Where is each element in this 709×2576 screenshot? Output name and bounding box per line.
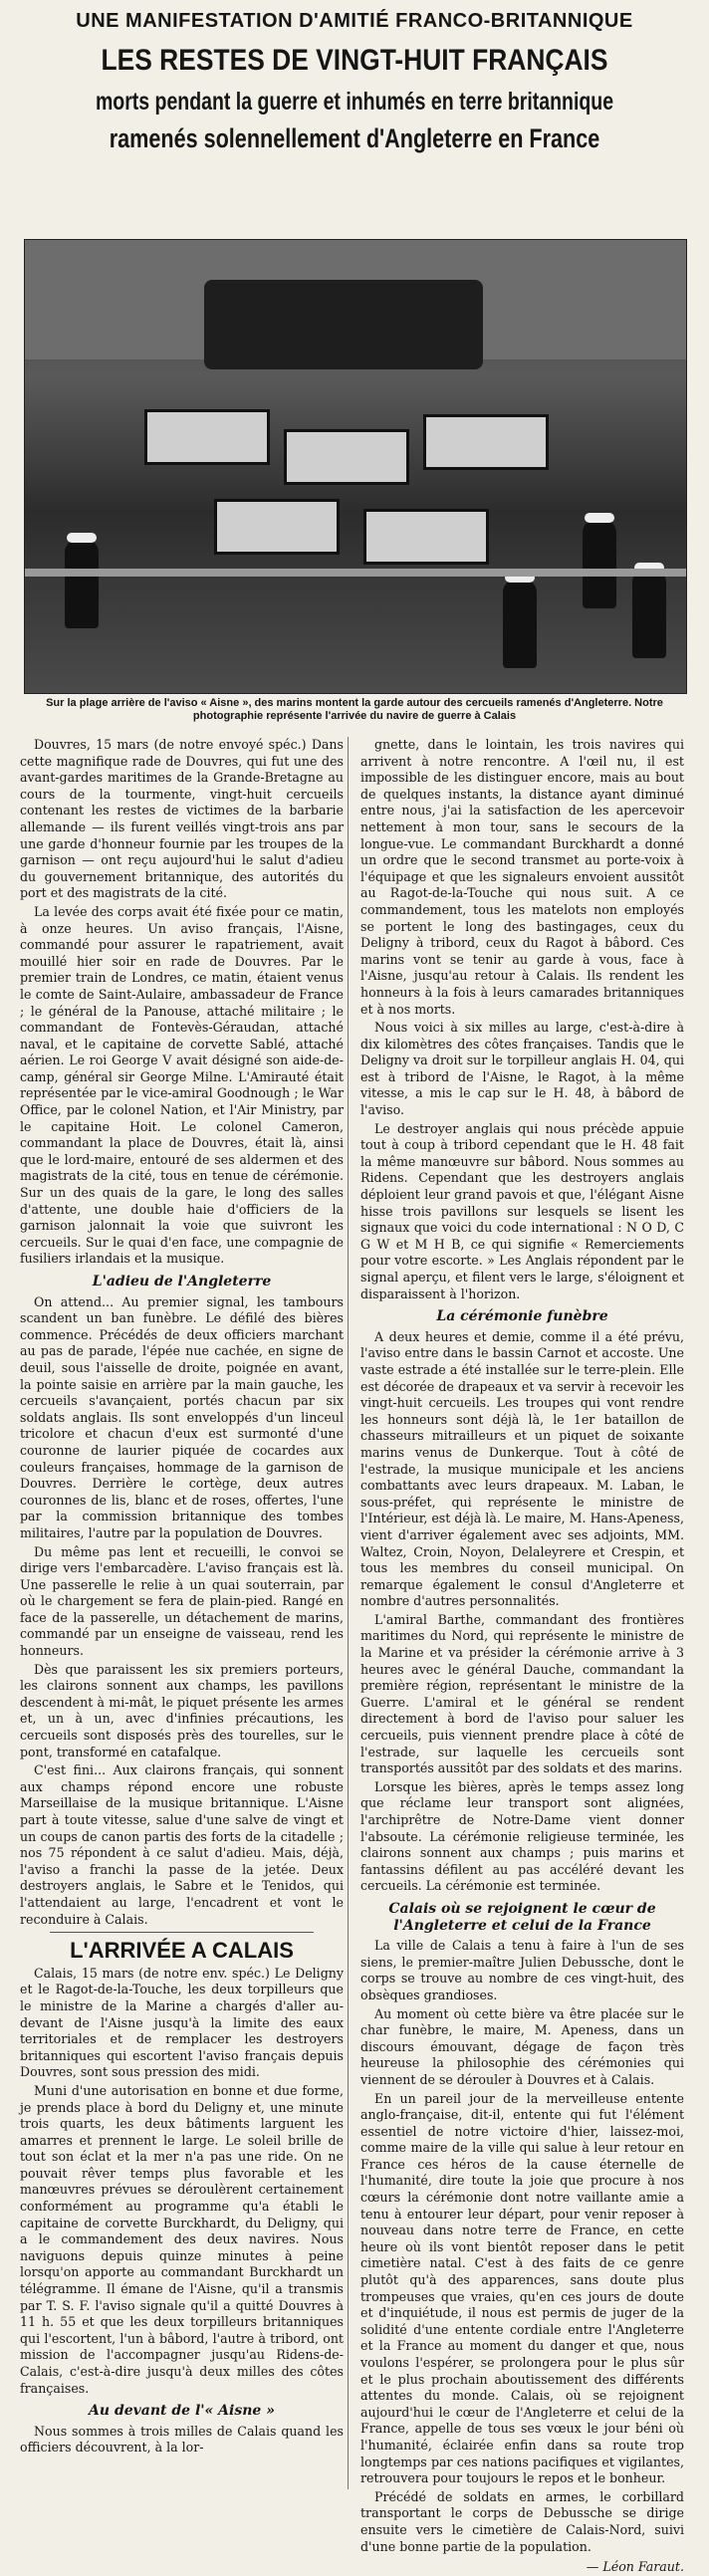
kicker-headline: UNE MANIFESTATION D'AMITIÉ FRANCO-BRITANNIQUE <box>76 10 633 32</box>
coffin <box>423 414 549 470</box>
paragraph: L'amiral Barthe, commandant des frontières maritimes du Nord, qui représente le ministre de la Marine et va présider la cérémonie arrive à 3 heures avec le général Dauche, commandant la première région, représentant le ministre de la Guerre. L'amiral et le général se rendent directement à bord de l'aviso pour saluer les cercueils, puis viennent prendre place à côté de l'estrade, sur laquelle les cercueils sont transportés aussitôt par des soldats et des marins. <box>360 1611 684 1776</box>
section-heading: Au devant de l'« Aisne » <box>89 2403 275 2420</box>
subheadline-2: ramenés solennellement d'Angleterre en France <box>109 123 600 153</box>
ship-gun-turret <box>204 280 483 369</box>
coffin <box>214 499 340 555</box>
paragraph: Calais, 15 mars (de notre env. spéc.) Le Deligny et le Ragot-de-la-Touche, les deux torpilleurs que le ministre de la Marine a chargés d'aller au-devant de l'Aisne jusqu'à la limite des eaux territoriales et de remplacer les destroyers britanniques qui escortent l'aviso français depuis Douvres, sont sous pression des midi. <box>20 1965 344 2080</box>
paragraph: gnette, dans le lointain, les trois navires qui arrivent à notre rencontre. A l'œil nu, il est impossible de les distinguer encore, mais au bout de quelques instants, la distance ayant diminué entre nous, j'ai la satisfaction de les apercevoir nettement à mon tour, sans le secours de la longue-vue. Le commandant Burckhardt a donné un ordre que le second transmet au porte-voix à l'équipage et que les signaleurs envoient aussitôt au Ragot-de-la-Touche qui nous suit. A ce commandement, tous les matelots non employés se portent le long des bastingages, ceux du Deligny à tribord, ceux du Ragot à bâbord. Ces marins vont se tenir au garde à vous, face à l'Aisne, jusqu'au retour à Calais. Ils rendent les honneurs à la fois à leurs camarades britanniques et à nos morts. <box>360 737 684 1017</box>
section-heading: Calais où se rejoignent le cœur de l'Angleterre et celui de la France <box>388 1900 656 1934</box>
author-signature: — Léon Faraut. <box>586 2559 684 2575</box>
paragraph: La ville de Calais a tenu à faire à l'un de ses siens, le premier-maître Julien Debussche, dont le corps se trouve au nombre de ces vingt-huit, des obsèques grandioses. <box>360 1938 684 2002</box>
paragraph: Nous sommes à trois milles de Calais quand les officiers découvrent, à la lor- <box>20 2423 344 2456</box>
paragraph: Douvres, 15 mars (de notre envoyé spéc.) Dans cette magnifique rade de Douvres, qui fut une des avant-gardes maritimes de la Grande-Bretagne au cours de la tourmente, vingt-huit cercueils contenant les restes de victimes de la barbarie allemande — ils furent veillés vingt-trois ans par une garde d'honneur fournie par les troupes de la garnison — ont reçu aujourd'hui le salut d'adieu du gouvernement britannique, des autorités du port et des magistrats de la cité. <box>20 737 344 901</box>
article-column-left <box>20 737 344 2509</box>
coffin <box>284 429 409 485</box>
paragraph: Précédé de soldats en armes, le corbillard transportant le corps de Debussche se dirige ensuite vers le cimetière de Calais-Nord, suivi d'une bonne partie de la population. <box>360 2488 684 2554</box>
article-column-right <box>360 737 684 2575</box>
coffin <box>144 409 270 465</box>
news-photo <box>24 239 687 694</box>
photo-caption: Sur la plage arrière de l'aviso « Aisne », des marins montent la garde autour des cercueils ramenés d'Angleterre. Notre photographie représente l'arrivée du navire de guerre à Calais <box>46 697 663 722</box>
section-heading: La cérémonie funèbre <box>436 1308 608 1325</box>
paragraph: Dès que paraissent les six premiers porteurs, les clairons sonnent aux champs, les pavillons descendent à mi-mât, le piquet présente les armes et, un à un, avec d'infinies précautions, les cercueils sont disposés près des tourelles, sur le pont, transformé en catafalque. <box>20 1661 344 1759</box>
main-headline: LES RESTES DE VINGT-HUIT FRANÇAIS <box>101 44 608 77</box>
paragraph: La levée des corps avait été fixée pour ce matin, à onze heures. Un aviso français, l'Aisne, commandé pour assurer le rapatriement, avait mouillé hier soir en rade de Douvres. Par le premier train de Londres, ce matin, étaient venus le comte de Saint-Aulaire, ambassadeur de France ; le général de la Panouse, attaché militaire ; le commandant de Fontevès-Géraudan, attaché naval, et le capitaine de corvette Sablé, attaché aérien. Le roi George V avait désigné son aide-de-camp, général sir George Milne. L'Amirauté était représentée par le vice-amiral Goodnough ; le War Office, par le colonel Nation, et l'Air Ministry, par le capitaine Hoit. Le colonel Cameron, commandant la place de Douvres, était là, ainsi que le lord-maire, entouré de ses aldermen et des magistrats de la cité, tous en tenue de cérémonie. Sur un des quais de la gare, le long des salles d'attente, une double haie d'officiers de la garnison jalonnait la voie que suivront les cercueils. Sur le quai d'en face, une compagnie de fusiliers irlandais et la musique. <box>20 903 344 1267</box>
sailor <box>65 539 99 628</box>
paragraph: En un pareil jour de la merveilleuse entente anglo-française, dit-il, entente qui fut l'élément essentiel de notre victoire d'hier, laissez-moi, comme maire de la ville qui salue à leur retour en France ces héros de la cause éternelle de l'humanité, dire toute la joie que procure à nos cœurs la cérémonie dont notre vaillante amie a tenu à entourer leur départ, pour venir reposer à nouveau dans notre terre de France, en cette heure où ils vont bientôt reposer dans le petit cimetière natal. C'est à des faits de ce genre plutôt qu'à des apparences, sans doute plus trompeuses que vraies, qu'en ces jours de doute et d'inquiétude, il nous est permis de juger de la solidité d'une entente cordiale entre l'Angleterre et la France au moment du danger et que, nous voulons l'espérer, se prolongera pour le plus sûr et le plus prochain aboutissement des différents attentes du monde. Calais, où se rejoignent aujourd'hui le cœur de l'Angleterre et celui de la France, appelle de tous ses vœux le jour béni où l'humanité, éclairée enfin dans sa route trop longtemps par ces nations pacifiques et vigilantes, retrouvera pour toujours le repos et le bonheur. <box>360 2090 684 2486</box>
section-heading-large: L'ARRIVÉE A CALAIS <box>70 1938 294 1964</box>
paragraph: Nous voici à six milles au large, c'est-à-dire à dix kilomètres des côtes françaises. Tandis que le Deligny va droit sur le torpilleur anglais H. 04, qui est à tribord de l'Aisne, le Ragot, à la même vitesse, a mis le cap sur le H. 48, à bâbord de l'aviso. <box>360 1020 684 1118</box>
paragraph: C'est fini... Aux clairons français, qui sonnent aux champs répond encore une robuste Marseillaise de la musique britannique. L'Aisne part à toute vitesse, salue d'une salve de vingt et un coups de canon partis des forts de la citadelle ; nos 75 répondent à ce salut d'adieu. Mais, déjà, l'aviso a franchi la passe de la jetée. Deux destroyers anglais, le Sabre et le Tenidos, qui l'attendaient au large, l'encadrent et vont le reconduire à Calais. <box>20 1762 344 1927</box>
paragraph: On attend... Au premier signal, les tambours scandent un ban funèbre. Le défilé des bières commence. Précédés de deux officiers marchant au pas de parade, l'épée nue cachée, en signe de deuil, sous l'aisselle de droite, poignée en avant, la pointe saisie en arrière par la main gauche, les cercueils s'avançaient, portés chacun par six soldats anglais. Ils sont enveloppés d'un linceul tricolore et chacun d'eux est surmonté d'une couronne de laurier piquée de cocardes aux couleurs françaises, hommage de la garnison de Douvres. Derrière le cortège, deux autres couronnes de lis, blanc et de roses, offertes, l'une par la commission britannique des tombes militaires, l'autre par la population de Douvres. <box>20 1293 344 1540</box>
section-heading: L'adieu de l'Angleterre <box>92 1274 272 1289</box>
paragraph: Muni d'une autorisation en bonne et due forme, je prends place à bord du Deligny et, une minute trois quarts, les deux bâtiments larguent les amarres et prennent le large. Le soleil brille de tout son éclat et la mer n'a pas une ride. On ne pouvait rêver temps plus favorable et les manœuvres prévues se déroulèrent certainement conformément au programme qu'a établi le capitaine de corvette Burckhardt, du Deligny, qui a le commandement des deux navires. Nous naviguons depuis quinze minutes à peine lorsqu'on apporte au commandant Burckhardt un télégramme. Il émane de l'Aisne, qu'il a transmis par T. S. F. l'aviso signale qu'il a quitté Douvres à 11 h. 55 et que les deux torpilleurs britanniques qui l'escortent, l'un à bâbord, l'autre à tribord, ont mission de l'accompagner jusqu'au Ridens-de-Calais, c'est-à-dire jusqu'à deux milles des côtes françaises. <box>20 2082 344 2396</box>
sailor <box>503 579 537 668</box>
paragraph: Le destroyer anglais qui nous précède appuie tout à coup à tribord cependant que le H. 48 fait la même manœuvre sur bâbord. Nous sommes au Ridens. Cependant que les destroyers anglais déploient leur grand pavois et que, l'élégant Aisne hisse trois pavillons sur lesquels se lisent les signaux que voici du code international : N O D, C G W et M H B, ce qui signifie « Remerciements pour votre escorte. » Les Anglais répondent par le signal aperçu, et filent vers le large, s'éloignent et disparaissent à l'horizon. <box>360 1120 684 1301</box>
sailor <box>583 519 616 608</box>
sailor <box>632 569 666 658</box>
paragraph: Au moment où cette bière va être placée sur le char funèbre, le maire, M. Apeness, dans un discours émouvant, dégage de façon très heureuse la philosophie des cérémonies qui viennent de se dérouler à Douvres et à Calais. <box>360 2005 684 2087</box>
subheadline-1: morts pendant la guerre et inhumés en terre britannique <box>95 88 614 116</box>
paragraph: Lorsque les bières, après le temps assez long que réclame leur transport sont alignées, l'archiprêtre de Notre-Dame vient donner l'absoute. La cérémonie religieuse terminée, les clairons sonnent aux champs ; puis marins et fantassins défilent au pas accéléré devant les cercueils. La cérémonie est terminée. <box>360 1778 684 1894</box>
coffin <box>363 509 489 565</box>
paragraph: Du même pas lent et recueilli, le convoi se dirige vers l'embarcadère. L'aviso français est là. Une passerelle le relie à un quai souterrain, par où le chargement se fera de plain-pied. Rangé en face de la passerelle, un détachement de marins, commandé par un enseigne de vaisseau, rend les honneurs. <box>20 1543 344 1659</box>
paragraph: A deux heures et demie, comme il a été prévu, l'aviso entre dans le bassin Carnot et accoste. Une vaste estrade a été installée sur le terre-plein. Elle est décorée de drapeaux et va servir à recevoir les vingt-huit cercueils. Les troupes qui vont rendre les honneurs sont déjà là, le 1er bataillon de chasseurs mitrailleurs et un piquet de soixante marins venus de Dunkerque. Tout à côté de l'estrade, la musique municipale et les anciens combattants avec leurs drapeaux. M. Laban, le sous-préfet, qui représente le ministre de l'Intérieur, est déjà là. Le maire, M. Hans-Apeness, vient d'arriver également avec ses adjoints, MM. Waltez, Croin, Noyon, Delaleyrere et Crespin, et tous les membres du conseil municipal. On remarque également le consul d'Angleterre et nombre d'autres personnalités. <box>360 1328 684 1609</box>
